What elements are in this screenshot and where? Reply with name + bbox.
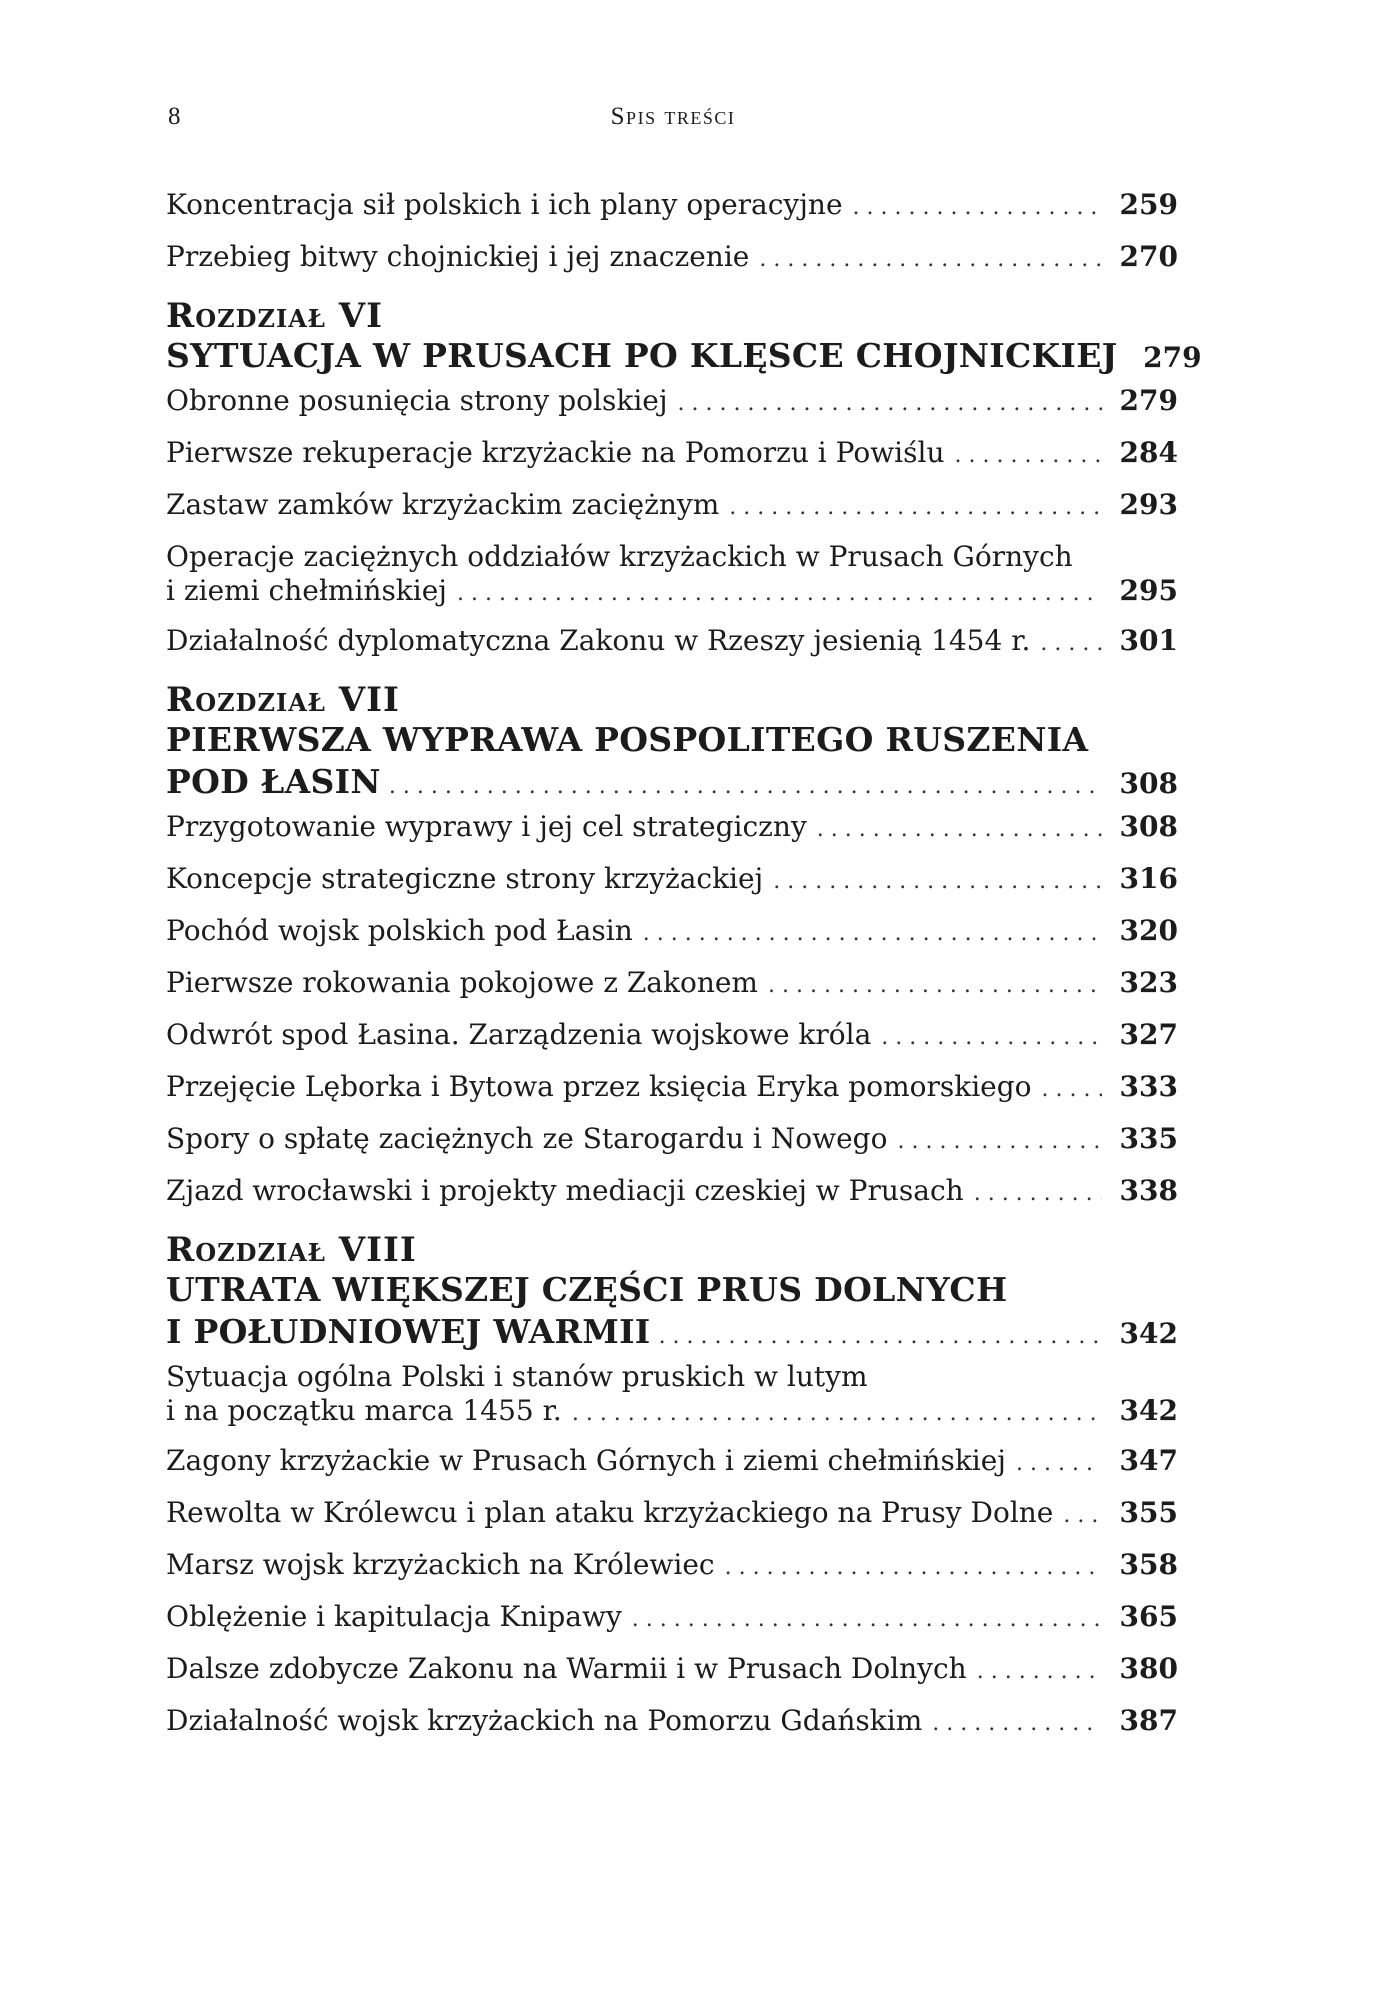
toc-entry-title-line2-row — [166, 1394, 1178, 1444]
toc-entry-page: 333 — [1119, 1070, 1178, 1103]
toc-entry-page: 323 — [1119, 966, 1178, 999]
toc-entry-title: Obronne posunięcia strony polskiej — [166, 384, 668, 417]
toc-entry — [166, 1652, 1178, 1704]
toc-entry-page: 342 — [1119, 1394, 1178, 1427]
dot-leader — [572, 1397, 1102, 1431]
chapter-label: Rozdział VII — [166, 680, 400, 720]
chapter-title: POD ŁASIN — [166, 762, 381, 801]
toc-entry — [166, 240, 1178, 292]
toc-entry — [166, 1704, 1178, 1756]
chapter-title: I POŁUDNIOWEJ WARMII — [166, 1312, 651, 1351]
toc-entry-title-line1: Operacje zaciężnych oddziałów krzyżackich w Prusach Górnych — [166, 540, 1073, 573]
toc-entry-page: 365 — [1119, 1600, 1178, 1633]
page-number: 8 — [168, 103, 181, 130]
toc-entry-title: Spory o spłatę zaciężnych ze Starogardu i Nowego — [166, 1122, 888, 1155]
toc-entry — [166, 810, 1178, 862]
toc-entry-page: 259 — [1119, 188, 1178, 221]
toc-entry-page: 387 — [1119, 1704, 1178, 1737]
toc-entry-title-line2: i na początku marca 1455 r. — [166, 1394, 562, 1427]
toc-entry-title: Działalność dyplomatyczna Zakonu w Rzeszy jesienią 1454 r. — [166, 624, 1031, 657]
toc-entry — [166, 862, 1178, 914]
toc-entry-page: 295 — [1119, 574, 1178, 607]
toc-entry — [166, 914, 1178, 966]
dot-leader — [817, 813, 1102, 847]
chapter-label: Rozdział VI — [166, 296, 384, 336]
toc-entry-title: Działalność wojsk krzyżackich na Pomorzu Gdańskim — [166, 1704, 923, 1737]
toc-entry-title: Przygotowanie wyprawy i jej cel strategiczny — [166, 810, 807, 843]
toc-entry — [166, 488, 1178, 540]
dot-leader — [768, 969, 1102, 1003]
dot-leader — [1063, 1499, 1102, 1533]
dot-leader — [853, 191, 1102, 225]
toc-entry-title: Zagony krzyżackie w Prusach Górnych i ziemi chełmińskiej — [166, 1444, 1006, 1477]
toc-entry-page: 338 — [1119, 1174, 1178, 1207]
toc-entry — [166, 966, 1178, 1018]
chapter-page: 342 — [1119, 1317, 1178, 1350]
dot-leader — [1016, 1447, 1102, 1481]
toc-entry — [166, 384, 1178, 436]
toc-entry-title-line2: i ziemi chełmińskiej — [166, 574, 447, 607]
toc-entry-page: 301 — [1119, 624, 1178, 657]
toc-entry-page: 293 — [1119, 488, 1178, 521]
chapter-title-row — [166, 762, 1178, 810]
toc-entry-page: 358 — [1119, 1548, 1178, 1581]
running-title: Spis treści — [610, 103, 736, 130]
chapter-6 — [166, 296, 1202, 384]
toc-entry-title: Pierwsze rokowania pokojowe z Zakonem — [166, 966, 758, 999]
table-of-contents — [166, 188, 1202, 1756]
toc-entry-page: 284 — [1119, 436, 1178, 469]
toc-entry — [166, 1548, 1178, 1600]
chapter-title: SYTUACJA W PRUSACH PO KLĘSCE CHOJNICKIEJ — [166, 336, 1118, 375]
dot-leader — [725, 1551, 1102, 1585]
toc-entry-title: Rewolta w Królewcu i plan ataku krzyżackiego na Prusy Dolne — [166, 1496, 1054, 1529]
toc-entry-title: Marsz wojsk krzyżackich na Królewiec — [166, 1548, 715, 1581]
toc-entry-title: Koncentracja sił polskich i ich plany operacyjne — [166, 188, 843, 221]
toc-entry — [166, 436, 1178, 488]
toc-entry-title: Oblężenie i kapitulacja Knipawy — [166, 1600, 622, 1633]
toc-entry-page: 270 — [1119, 240, 1178, 273]
toc-entry-page: 316 — [1119, 862, 1178, 895]
chapter-title-line: PIERWSZA WYPRAWA POSPOLITEGO RUSZENIA — [166, 720, 1089, 759]
dot-leader — [1042, 1073, 1102, 1107]
toc-entry — [166, 1122, 1178, 1174]
toc-entry-two-line — [166, 1360, 1178, 1444]
toc-entry-title: Zastaw zamków krzyżackim zaciężnym — [166, 488, 720, 521]
dot-leader — [773, 865, 1102, 899]
toc-entry-page: 308 — [1119, 810, 1178, 843]
toc-entry — [166, 1496, 1178, 1548]
dot-leader — [759, 243, 1102, 277]
dot-leader — [974, 1177, 1102, 1211]
toc-entry-page: 320 — [1119, 914, 1178, 947]
toc-entry — [166, 624, 1178, 676]
toc-entry — [166, 1174, 1178, 1226]
dot-leader — [932, 1707, 1102, 1741]
toc-entry-page: 335 — [1119, 1122, 1178, 1155]
chapter-title-row — [166, 1312, 1178, 1360]
dot-leader — [977, 1655, 1102, 1689]
chapter-7 — [166, 680, 1178, 810]
dot-leader — [897, 1125, 1102, 1159]
toc-entry — [166, 1070, 1178, 1122]
chapter-title-row — [166, 336, 1202, 384]
dot-leader — [643, 917, 1102, 951]
toc-entry-page: 355 — [1119, 1496, 1178, 1529]
toc-entry-title: Zjazd wrocławski i projekty mediacji czeskiej w Prusach — [166, 1174, 964, 1207]
chapter-label: Rozdział VIII — [166, 1230, 417, 1270]
toc-entry-title: Pierwsze rekuperacje krzyżackie na Pomorzu i Powiślu — [166, 436, 945, 469]
toc-entry-page: 327 — [1119, 1018, 1178, 1051]
dot-leader — [678, 387, 1102, 421]
toc-entry — [166, 188, 1178, 240]
dot-leader — [729, 491, 1102, 525]
toc-entry-two-line — [166, 540, 1178, 624]
toc-entry-title: Dalsze zdobycze Zakonu na Warmii i w Prusach Dolnych — [166, 1652, 967, 1685]
toc-entry-page: 380 — [1119, 1652, 1178, 1685]
dot-leader — [881, 1021, 1102, 1055]
toc-entry — [166, 1600, 1178, 1652]
chapter-page: 308 — [1119, 767, 1178, 800]
toc-entry-title-line2-row — [166, 574, 1178, 624]
toc-entry-title: Przebieg bitwy chojnickiej i jej znaczenie — [166, 240, 750, 273]
dot-leader — [457, 577, 1102, 611]
toc-entry-title-line1: Sytuacja ogólna Polski i stanów pruskich w lutym — [166, 1360, 868, 1393]
toc-entry-page: 347 — [1119, 1444, 1178, 1477]
toc-entry-title: Przejęcie Lęborka i Bytowa przez księcia Eryka pomorskiego — [166, 1070, 1032, 1103]
chapter-title-line: UTRATA WIĘKSZEJ CZĘŚCI PRUS DOLNYCH — [166, 1270, 1008, 1309]
toc-entry-title: Pochód wojsk polskich pod Łasin — [166, 914, 633, 947]
chapter-page: 279 — [1143, 341, 1202, 374]
toc-entry — [166, 1018, 1178, 1070]
dot-leader — [659, 1317, 1102, 1357]
chapter-8 — [166, 1230, 1178, 1360]
toc-entry-page: 279 — [1119, 384, 1178, 417]
dot-leader — [632, 1603, 1102, 1637]
toc-entry — [166, 1444, 1178, 1496]
running-head — [168, 103, 1178, 139]
dot-leader — [954, 439, 1102, 473]
dot-leader — [1040, 627, 1102, 661]
toc-entry-title: Odwrót spod Łasina. Zarządzenia wojskowe króla — [166, 1018, 872, 1051]
dot-leader — [389, 767, 1102, 807]
toc-entry-title: Koncepcje strategiczne strony krzyżackiej — [166, 862, 764, 895]
